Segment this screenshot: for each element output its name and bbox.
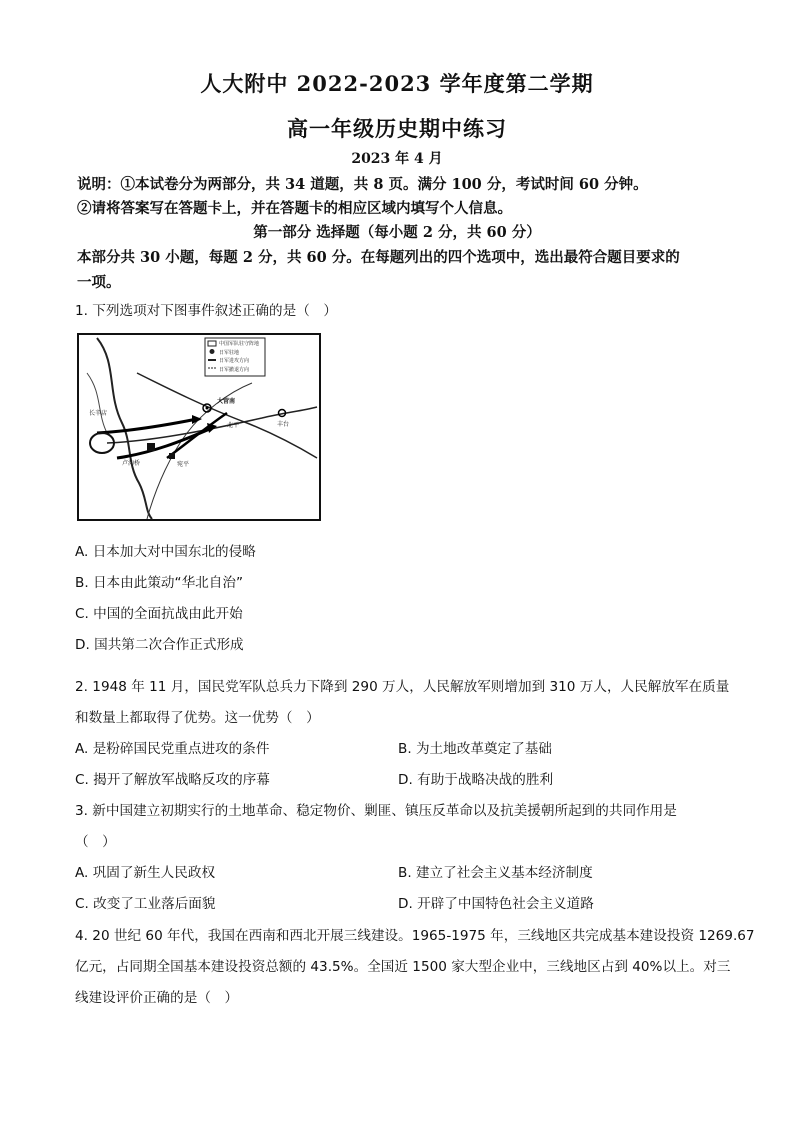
question-1-stem: 1. 下列选项对下图事件叙述正确的是（ ） xyxy=(75,303,337,319)
question-1-option-c[interactable]: C. 中国的全面抗战由此开始 xyxy=(75,606,243,622)
legend-swatch-camp xyxy=(210,349,215,354)
section-heading: 第一部分 选择题（每小题 2 分，共 60 分） xyxy=(253,224,541,241)
question-1-option-b[interactable]: B. 日本由此策动“华北自治” xyxy=(75,575,243,591)
question-2-stem-line-1: 2. 1948 年 11 月，国民党军队总兵力下降到 290 万人，人民解放军则增加到 310 万人，人民解放军在质量 xyxy=(75,679,730,695)
place-label: 大营南 xyxy=(217,398,236,405)
legend-swatch-defense xyxy=(208,341,216,346)
instructions-line-1: 说明：①本试卷分为两部分，共 34 道题，共 8 页。满分 100 分，考试时间 60 分钟。 xyxy=(77,176,648,193)
legend-label: 中国军队驻守阵地 xyxy=(219,341,260,347)
question-2-stem-line-2: 和数量上都取得了优势。这一优势（ ） xyxy=(75,710,320,726)
question-2-option-c[interactable]: C. 揭开了解放军战略反攻的序幕 xyxy=(75,772,270,788)
place-label: 长辛店 xyxy=(89,410,108,417)
battle-map-figure xyxy=(77,333,321,521)
place-label: 北平 xyxy=(227,422,240,429)
legend-label: 日军进攻方向 xyxy=(219,358,250,364)
question-4-stem-line-2: 亿元，占同期全国基本建设投资总额的 43.5%。全国近 1500 家大型企业中，三线地区占到 40%以上。对三 xyxy=(75,959,731,975)
exam-title: 人大附中 2022-2023 学年度第二学期 xyxy=(200,71,594,96)
legend-label: 日军驻地 xyxy=(219,350,240,356)
section-description-line-2: 一项。 xyxy=(77,274,121,291)
question-1-option-a[interactable]: A. 日本加大对中国东北的侵略 xyxy=(75,544,256,560)
question-3-option-a[interactable]: A. 巩固了新生人民政权 xyxy=(75,865,216,881)
question-2-option-a[interactable]: A. 是粉碎国民党重点进攻的条件 xyxy=(75,741,270,757)
dayingnan-marker-dot xyxy=(206,407,209,410)
question-3-stem-line-2: （ ） xyxy=(75,834,116,850)
place-label: 宛平 xyxy=(177,461,190,468)
instructions-line-2: ②请将答案写在答题卡上，并在答题卡的相应区域内填写个人信息。 xyxy=(77,200,512,217)
exam-subtitle: 高一年级历史期中练习 xyxy=(287,116,507,141)
place-label: 丰台 xyxy=(277,421,290,428)
legend-label: 日军撤退方向 xyxy=(219,367,250,373)
question-3-option-d[interactable]: D. 开辟了中国特色社会主义道路 xyxy=(398,896,594,912)
section-description-line-1: 本部分共 30 小题，每题 2 分，共 60 分。在每题列出的四个选项中，选出最符合题目要求的 xyxy=(77,249,680,266)
question-3-option-b[interactable]: B. 建立了社会主义基本经济制度 xyxy=(398,865,593,881)
question-3-option-c[interactable]: C. 改变了工业落后面貌 xyxy=(75,896,216,912)
question-3-stem-line-1: 3. 新中国建立初期实行的土地革命、稳定物价、剿匪、镇压反革命以及抗美援朝所起到的共同作用是 xyxy=(75,803,677,819)
question-1-option-d[interactable]: D. 国共第二次合作正式形成 xyxy=(75,637,244,653)
lugouqiao-marker xyxy=(147,443,155,451)
exam-date: 2023 年 4 月 xyxy=(351,151,443,167)
question-2-option-b[interactable]: B. 为土地改革奠定了基础 xyxy=(398,741,552,757)
question-2-option-d[interactable]: D. 有助于战略决战的胜利 xyxy=(398,772,554,788)
wanping-marker xyxy=(169,453,175,459)
question-4-stem-line-3: 线建设评价正确的是（ ） xyxy=(75,990,239,1006)
question-4-stem-line-1: 4. 20 世纪 60 年代，我国在西南和西北开展三线建设。1965-1975 年，三线地区共完成基本建设投资 1269.67 xyxy=(75,928,755,944)
place-label: 卢沟桥 xyxy=(122,460,141,467)
